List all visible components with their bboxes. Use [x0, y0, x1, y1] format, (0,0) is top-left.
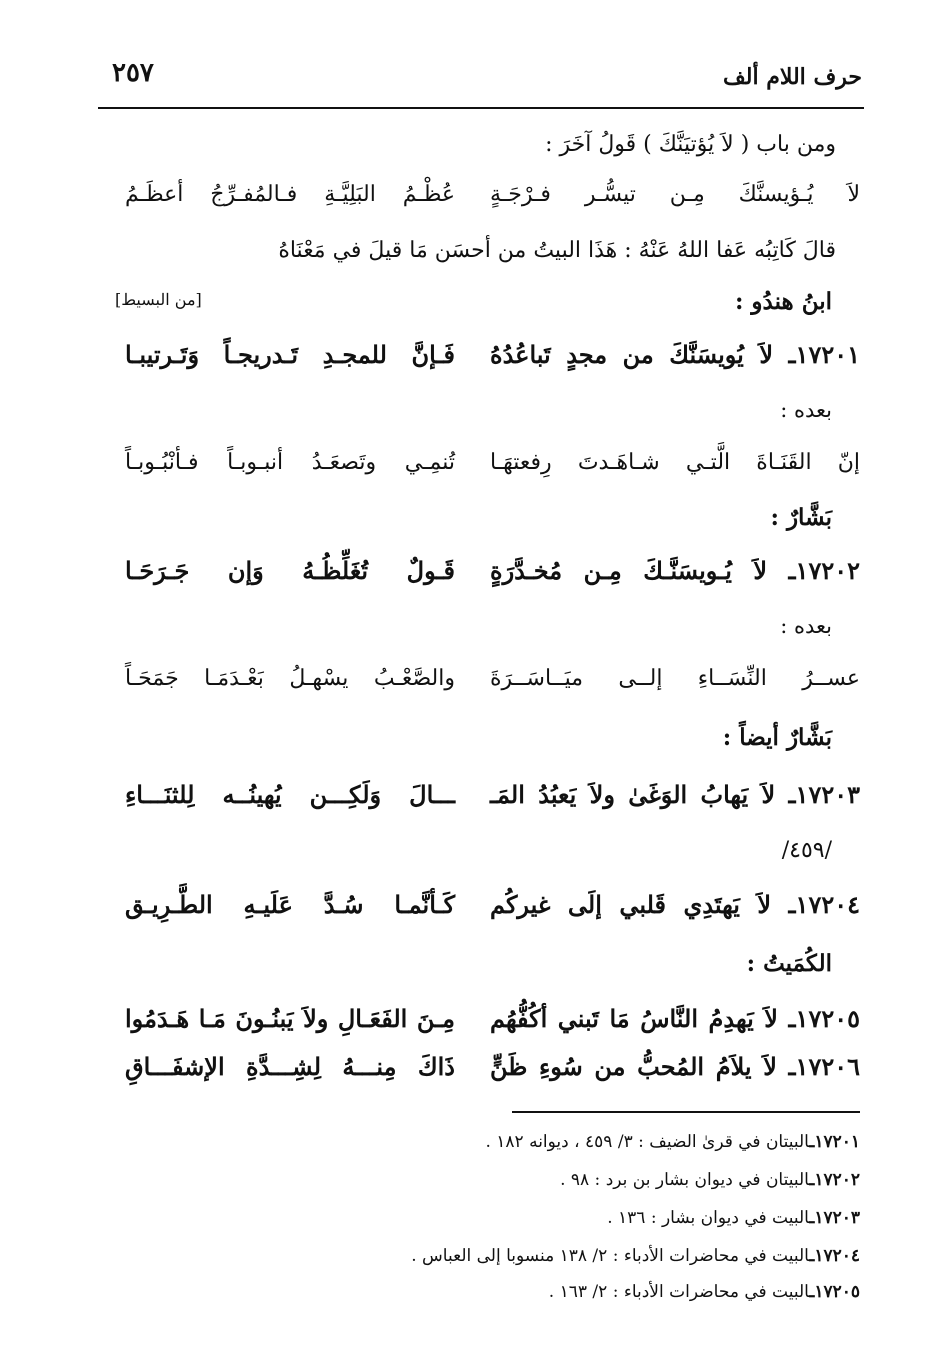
footnote	[607, 1208, 860, 1228]
footnote-number: ١٧٢٠١ـ	[809, 1132, 860, 1152]
poet-name: الكُمَيتُ :	[746, 950, 832, 977]
verse-first-hemistich: ١٧٢٠٥ـ لاَ يَهدِمُ النَّاسُ مَا تَبني أكُفُّهُم	[490, 1004, 860, 1033]
after-label: بعده :	[780, 398, 832, 422]
verse-second-hemistich: ذَاكَ مِنـــهُ لِشِـــدَّةِ الإشفَـــاقِ	[125, 1052, 455, 1081]
verse-17206	[125, 1052, 860, 1081]
verse-17205	[125, 1004, 860, 1033]
verse-17202	[125, 556, 860, 585]
verse-first-hemistich: ١٧٢٠٢ـ لاَ يُـويسَنَّـكَ مِـن مُخـدَّرَةٍ	[490, 556, 860, 585]
verse-second-hemistich: ـــالَ وَلَكِـــن يُهينُــه لِلثنَـــاءِ	[125, 780, 455, 809]
verse-17201	[125, 340, 860, 369]
verse-second-hemistich: فَـإنَّ للمجـدِ تَـدريجـاً وَتَـرتيبـا	[125, 340, 455, 369]
footnote-number: ١٧٢٠٢ـ	[809, 1170, 860, 1190]
footnote-text: البيتان في ديوان بشار بن برد : ٩٨ .	[560, 1170, 810, 1190]
footnote-text: البيت في ديوان بشار : ١٣٦ .	[607, 1208, 810, 1228]
footnote	[560, 1170, 860, 1190]
verse-first-hemistich: إنّ القَنَـاةَ الَّتـي شـاهَـدتَ رِفعتهَـا	[490, 450, 860, 475]
footnote-text: البيت في محاضرات الأدباء : ٢/ ١٣٨ منسوبا إلى العباس .	[411, 1246, 810, 1266]
poet-name: بَشَّارٌ أيضاً :	[722, 724, 832, 751]
footnote-text: البيت في محاضرات الأدباء : ٢/ ١٦٣ .	[548, 1282, 810, 1302]
footnote-number: ١٧٢٠٤ـ	[809, 1246, 860, 1266]
verse-first-hemistich: لاَ يُـؤيسنَّكَ مِـن تيسُّـر فـرْجَـةٍ	[490, 182, 860, 207]
page-reference: /٤٥٩/	[781, 838, 832, 863]
verse-17203	[125, 780, 860, 809]
verse-second-hemistich: عُظْـمُ البَلِيَّـةِ فـالمُفـرِّجُ أعظَـمُ	[125, 182, 455, 207]
after-verse	[125, 666, 860, 691]
poet-name: ابنُ هندُو :	[734, 288, 832, 315]
footnote	[411, 1246, 860, 1266]
verse-second-hemistich: تُنمِـي وتَصعَـدُ أنبـوبـاً فـأنْبُـوبـاً	[125, 450, 455, 475]
verse-second-hemistich: مِـنَ الفَعَـالِ ولاَ يَبنُـونَ مَـا هَـدَمُوا	[125, 1004, 455, 1033]
after-verse	[125, 450, 860, 475]
verse-first-hemistich: ١٧٢٠٣ـ لاَ يَهابُ الوَغَىٰ ولاَ يَعبُدُ المَـ	[490, 780, 860, 809]
verse-second-hemistich: كَـأنَّمـا سُـدَّ عَلَيـهِ الطَّـرِيـق	[125, 890, 455, 919]
verse-first-hemistich: ١٧٢٠١ـ لاَ يُويسَنَّكَ من مجدٍ تَباعُدُهُ	[490, 340, 860, 369]
header-divider	[98, 107, 864, 109]
meter-label: [من البسيط]	[115, 290, 202, 309]
verse-17204	[125, 890, 860, 919]
footnote-text: البيتان في قرىٰ الضيف : ٣/ ٤٥٩ ، ديوانه ١٨٢ .	[485, 1132, 810, 1152]
intro-heading: ومن باب ( لاَ يُؤتيَنَّكَ ) قَولُ آخَرَ :	[545, 132, 836, 157]
verse-second-hemistich: والصَّعْـبُ يسْهـلُ بَعْـدَمَـا جَمَحَـاً	[125, 666, 455, 691]
footnote-number: ١٧٢٠٥ـ	[809, 1282, 860, 1302]
verse-first-hemistich: ١٧٢٠٦ـ لاَ يلاَمُ المُحبُّ من سُوءِ ظَنٍّ	[490, 1052, 860, 1081]
poet-name: بَشَّارٌ :	[770, 504, 832, 531]
verse-second-hemistich: قَـولٌ تُغَلِّظُـهُ وَإن جَـرَحَـا	[125, 556, 455, 585]
verse-first-hemistich: عســرُ النِّسَــاءِ إلــى ميَــاسَــرَةَ	[490, 666, 860, 691]
verse-first-hemistich: ١٧٢٠٤ـ لاَ يَهتَدِي قَلبي إلَى غيركُم	[490, 890, 860, 919]
after-label: بعده :	[780, 614, 832, 638]
footnote	[549, 1282, 860, 1302]
intro-verse	[125, 182, 860, 207]
page-number: ٢٥٧	[112, 58, 154, 88]
chapter-title: حرف اللام ألف	[722, 64, 862, 90]
footnote-divider	[512, 1111, 860, 1113]
footnote-number: ١٧٢٠٣ـ	[809, 1208, 860, 1228]
intro-comment: قالَ كَاتِبُه عَفا اللهُ عَنْهُ : هَذَا البيتُ من أحسَن مَا قيلَ في مَعْنَاهُ	[278, 238, 836, 263]
footnote	[485, 1132, 860, 1152]
